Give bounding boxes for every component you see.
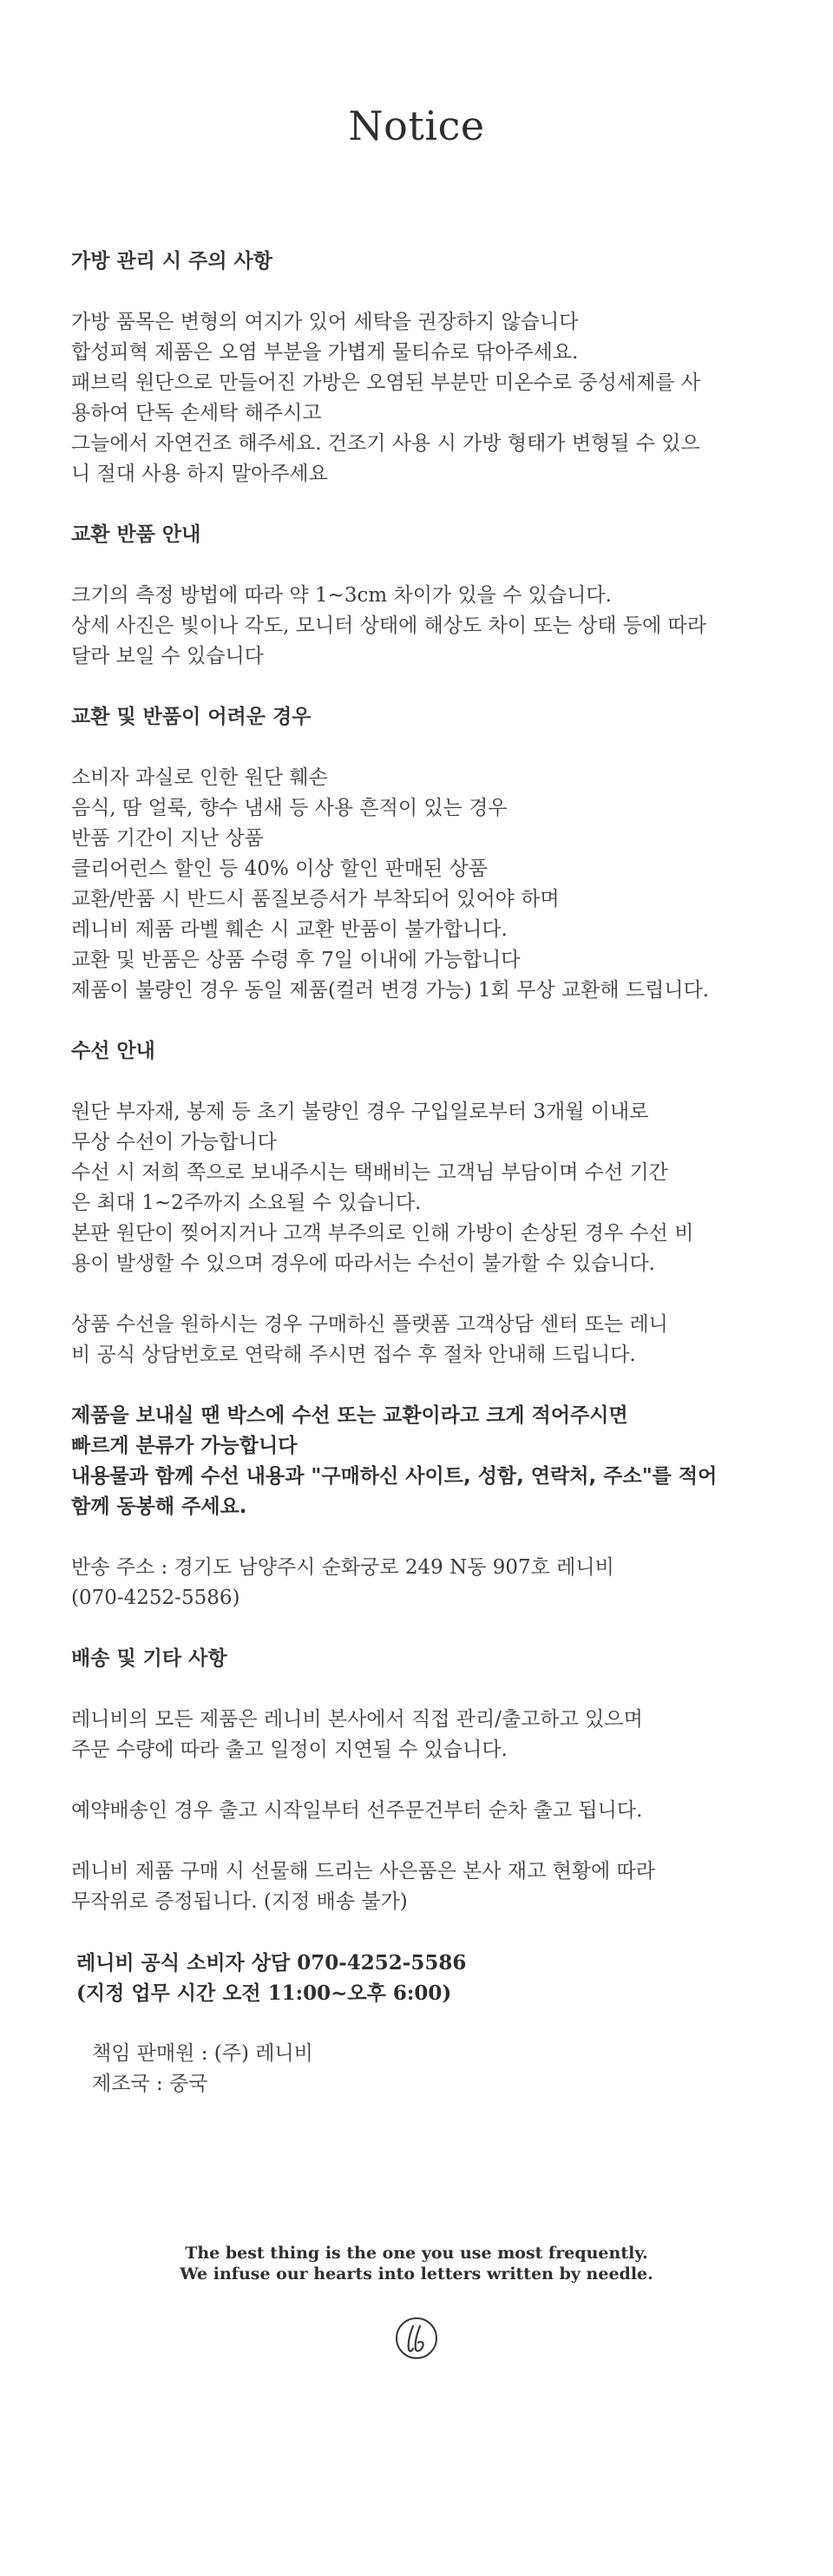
notice-content — [71, 246, 765, 2130]
text-line: 레니비 제품 라벨 훼손 시 교환 반품이 불가합니다. — [71, 918, 508, 941]
text-line: 제품이 불량인 경우 동일 제품(컬러 변경 가능) 1회 무상 교환해 드립니다. — [71, 979, 710, 1002]
text-line: 원단 부자재, 봉제 등 초기 불량인 경우 구입일로부터 3개월 이내로 — [71, 1101, 649, 1123]
text-line: 은 최대 1~2주까지 소요될 수 있습니다. — [71, 1192, 422, 1214]
text-line: 용이 발생할 수 있으며 경우에 따라서는 수선이 불가할 수 있습니다. — [71, 1252, 655, 1275]
text-line: 빠르게 분류가 가능합니다 — [71, 1435, 298, 1457]
paragraph — [71, 1705, 765, 1765]
text-line: 교환/반품 시 반드시 품질보증서가 부착되어 있어야 하며 — [71, 888, 560, 910]
lb-monogram-icon — [394, 2316, 439, 2361]
brand-tagline — [0, 2243, 833, 2284]
text-line: 책임 판매원 : (주) 레니비 — [92, 2042, 313, 2065]
paragraph — [71, 763, 765, 1006]
text-line: 함께 동봉해 주세요. — [71, 1495, 247, 1518]
text-line: 제품을 보내실 땐 박스에 수선 또는 교환이라고 크게 적어주시면 — [71, 1404, 628, 1427]
paragraph — [71, 1796, 765, 1826]
page-title: Notice — [348, 102, 485, 149]
paragraph — [71, 1097, 765, 1279]
text-line: 패브릭 원단으로 만들어진 가방은 오염된 부분만 미온수로 중성세제를 사 — [71, 371, 701, 394]
section-bag-care — [71, 246, 765, 490]
text-line: 주문 수량에 따라 출고 일정이 지연될 수 있습니다. — [71, 1738, 508, 1761]
text-line: 레니비 공식 소비자 상담 070-4252-5586 — [76, 1951, 467, 1975]
section-heading: 수선 안내 — [71, 1040, 155, 1062]
text-line: 클리어런스 할인 등 40% 이상 할인 판매된 상품 — [71, 858, 489, 880]
section-exchange-restrictions — [71, 702, 765, 1006]
text-line: 상품 수선을 원하시는 경우 구매하신 플랫폼 고객상담 센터 또는 레니 — [71, 1313, 668, 1336]
section-repair — [71, 1036, 765, 1613]
text-line: 반송 주소 : 경기도 남양주시 순화궁로 249 N동 907호 레니비 — [71, 1556, 614, 1579]
text-line: 무작위로 증정됩니다. (지정 배송 불가) — [71, 1890, 408, 1913]
paragraph — [71, 581, 765, 672]
text-line: 비 공식 상담번호로 연락해 주시면 접수 후 절차 안내해 드립니다. — [71, 1344, 636, 1366]
text-line: 그늘에서 자연건조 해주세요. 건조기 사용 시 가방 형태가 변형될 수 있으 — [71, 432, 700, 455]
text-line: 내용물과 함께 수선 내용과 "구매하신 사이트, 성함, 연락처, 주소"를 적어 — [71, 1465, 718, 1488]
section-heading: 가방 관리 시 주의 사항 — [71, 250, 272, 273]
text-line: 교환 및 반품은 상품 수령 후 7일 이내에 가능합니다 — [71, 949, 521, 971]
section-heading: 교환 반품 안내 — [71, 523, 201, 546]
tagline-line: We infuse our hearts into letters written by needle. — [180, 2264, 653, 2284]
text-line: 음식, 땀 얼룩, 향수 냄새 등 사용 흔적이 있는 경우 — [71, 797, 508, 819]
section-heading: 교환 및 반품이 어려운 경우 — [71, 706, 312, 728]
text-line: 제조국 : 중국 — [92, 2073, 208, 2095]
text-line: (070-4252-5586) — [71, 1587, 240, 1609]
text-line: 레니비 제품 구매 시 선물해 드리는 사은품은 본사 재고 현황에 따라 — [71, 1860, 655, 1883]
text-line: 수선 시 저희 쪽으로 보내주시는 택배비는 고객님 부담이며 수선 기간 — [71, 1161, 668, 1184]
text-line: 니 절대 사용 하지 말아주세요 — [71, 463, 328, 485]
text-line: 용하여 단독 손세탁 해주시고 — [71, 402, 322, 424]
customer-service-contact — [76, 1948, 765, 2008]
text-line: 본판 원단이 찢어지거나 고객 부주의로 인해 가방이 손상된 경우 수선 비 — [71, 1222, 694, 1245]
text-line: 소비자 과실로 인한 원단 훼손 — [71, 766, 328, 789]
text-line: 달라 보일 수 있습니다 — [71, 645, 264, 667]
text-line: 예약배송인 경우 출고 시작일부터 선주문건부터 순차 출고 됩니다. — [71, 1799, 643, 1822]
text-line: 가방 품목은 변형의 여지가 있어 세탁을 권장하지 않습니다 — [71, 311, 579, 333]
tagline-line: The best thing is the one you use most frequently. — [185, 2244, 648, 2263]
section-heading: 배송 및 기타 사항 — [71, 1647, 227, 1670]
seller-info — [92, 2039, 765, 2100]
paragraph — [71, 1856, 765, 1917]
section-shipping-other — [71, 1644, 765, 1917]
section-exchange-return — [71, 520, 765, 672]
paragraph — [71, 307, 765, 490]
text-line: 레니비의 모든 제품은 레니비 본사에서 직접 관리/출고하고 있으며 — [71, 1708, 643, 1731]
text-line: (지정 업무 시간 오전 11:00~오후 6:00) — [76, 1981, 452, 2005]
text-line: 크기의 측정 방법에 따라 약 1~3cm 차이가 있을 수 있습니다. — [71, 584, 612, 607]
shipping-instruction-notice — [71, 1401, 765, 1522]
text-line: 반품 기간이 지난 상품 — [71, 827, 264, 850]
paragraph — [71, 1310, 765, 1370]
text-line: 상세 사진은 빛이나 각도, 모니터 상태에 해상도 차이 또는 상태 등에 따라 — [71, 614, 707, 637]
return-address — [71, 1553, 765, 1613]
text-line: 무상 수선이 가능합니다 — [71, 1131, 277, 1153]
text-line: 합성피혁 제품은 오염 부분을 가볍게 물티슈로 닦아주세요. — [71, 341, 579, 364]
